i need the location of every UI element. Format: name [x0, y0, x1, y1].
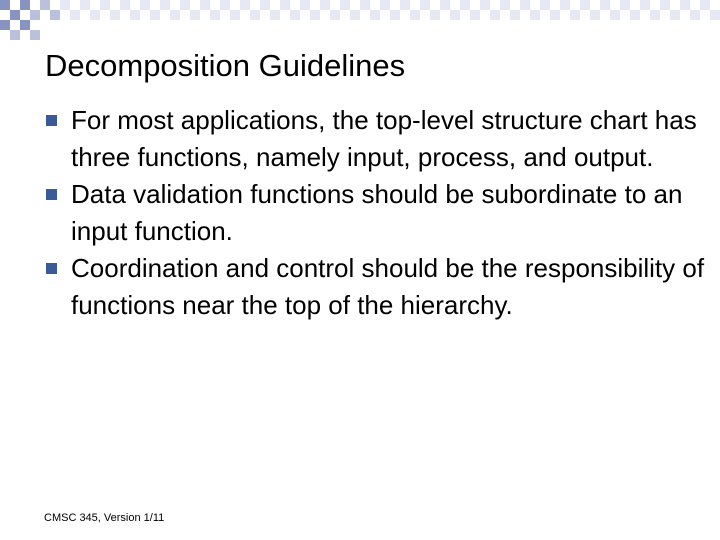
checker-square: [150, 10, 160, 20]
checker-square: [190, 10, 200, 20]
checker-square: [510, 10, 520, 20]
checker-square: [240, 0, 250, 10]
checker-square: [130, 10, 140, 20]
checker-square: [200, 0, 210, 10]
checker-square: [250, 10, 260, 20]
checker-square: [80, 0, 90, 10]
checker-square: [520, 0, 530, 10]
checker-square: [60, 0, 70, 10]
square-bullet-icon: [46, 189, 57, 200]
checker-square: [280, 0, 290, 10]
checkered-decoration: [0, 0, 720, 40]
checker-square: [220, 0, 230, 10]
checker-square: [0, 0, 10, 10]
checker-square: [400, 0, 410, 10]
checker-square: [560, 0, 570, 10]
slide-footer: CMSC 345, Version 1/11: [44, 512, 165, 524]
checker-square: [0, 20, 10, 30]
checker-square: [540, 0, 550, 10]
checker-square: [360, 0, 370, 10]
checker-square: [650, 10, 660, 20]
checker-square: [120, 0, 130, 10]
checker-square: [710, 10, 720, 20]
checker-square: [700, 0, 710, 10]
checker-square: [20, 0, 30, 10]
checker-square: [550, 10, 560, 20]
checker-square: [40, 0, 50, 10]
checker-square: [610, 10, 620, 20]
square-bullet-icon: [46, 263, 57, 274]
checker-square: [140, 0, 150, 10]
checker-square: [480, 0, 490, 10]
checker-square: [330, 10, 340, 20]
checker-square: [110, 10, 120, 20]
checker-square: [390, 10, 400, 20]
checker-square: [580, 0, 590, 10]
checker-square: [170, 10, 180, 20]
checker-square: [340, 0, 350, 10]
checker-square: [230, 10, 240, 20]
bullet-text: Data validation functions should be subordinate to an input function.: [71, 179, 683, 246]
checker-square: [320, 0, 330, 10]
slide-title: Decomposition Guidelines: [45, 48, 406, 83]
checker-square: [530, 10, 540, 20]
checker-square: [50, 10, 60, 20]
bullet-item: [46, 176, 706, 250]
checker-square: [690, 10, 700, 20]
checker-square: [30, 30, 40, 40]
checker-square: [380, 0, 390, 10]
checker-square: [10, 10, 20, 20]
checker-square: [310, 10, 320, 20]
bullet-text: For most applications, the top-level structure chart has three functions, namely input, process, and output.: [71, 105, 697, 172]
checker-square: [20, 20, 30, 30]
checker-square: [600, 0, 610, 10]
checker-square: [100, 0, 110, 10]
checker-square: [500, 0, 510, 10]
checker-square: [370, 10, 380, 20]
bullet-list: [46, 102, 706, 324]
bullet-item: [46, 102, 706, 176]
checker-square: [660, 0, 670, 10]
bullet-item: [46, 250, 706, 324]
checker-square: [630, 10, 640, 20]
checker-square: [430, 10, 440, 20]
checker-square: [670, 10, 680, 20]
checker-square: [90, 10, 100, 20]
checker-square: [180, 0, 190, 10]
checker-square: [460, 0, 470, 10]
checker-square: [680, 0, 690, 10]
checker-square: [450, 10, 460, 20]
checker-square: [470, 10, 480, 20]
checker-square: [290, 10, 300, 20]
checker-square: [490, 10, 500, 20]
checker-square: [30, 10, 40, 20]
checker-square: [440, 0, 450, 10]
checker-square: [410, 10, 420, 20]
checker-square: [590, 10, 600, 20]
checker-square: [270, 10, 280, 20]
square-bullet-icon: [46, 115, 57, 126]
checker-square: [420, 0, 430, 10]
checker-square: [620, 0, 630, 10]
checker-square: [10, 30, 20, 40]
checker-square: [350, 10, 360, 20]
checker-square: [210, 10, 220, 20]
bullet-text: Coordination and control should be the responsibility of functions near the top of the hierarchy.: [71, 253, 705, 320]
checker-square: [260, 0, 270, 10]
checker-square: [570, 10, 580, 20]
checker-square: [160, 0, 170, 10]
checker-square: [640, 0, 650, 10]
checker-square: [70, 10, 80, 20]
checker-square: [300, 0, 310, 10]
